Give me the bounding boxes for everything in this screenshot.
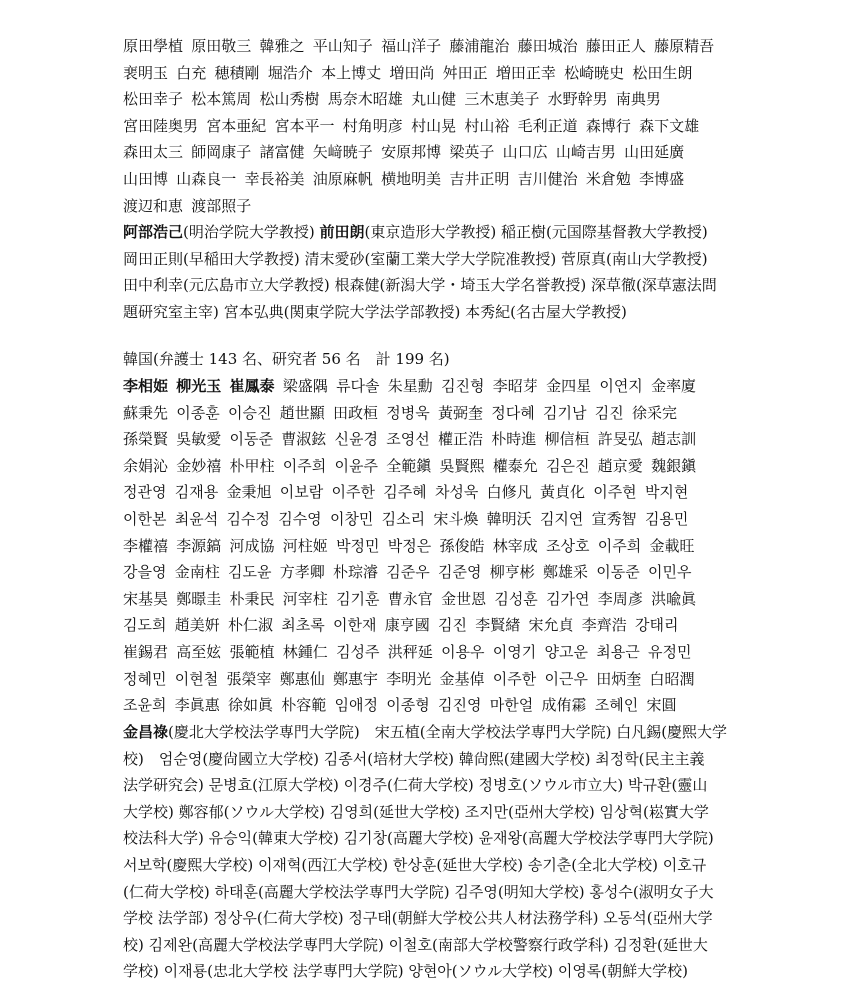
person-name: 藤田城治: [517, 37, 578, 55]
name-row: [123, 612, 763, 639]
researcher-line: 校法科大学) 유승익(韓東大学校) 김기창(高麗大学校) 윤재왕(高麗大学校法学専門大学院): [123, 829, 714, 848]
person-name: 黃貞化: [539, 483, 585, 502]
person-name: 諸富健: [259, 143, 305, 162]
researcher-line: 서보학(慶熙大学校) 이재혁(西江大学校) 한상훈(延世大学校) 송기춘(全北大学校) 이호규: [123, 855, 707, 874]
person-name: 조윤희: [123, 696, 167, 715]
name-row: [123, 139, 763, 166]
japanese-researchers: [123, 219, 763, 325]
person-name: 이민우: [648, 563, 692, 582]
person-name: 조혜인: [594, 696, 639, 715]
person-name: 김기남: [543, 403, 587, 422]
person-name: 宮田陸奥男: [123, 116, 199, 135]
person-name: 森田太三: [123, 143, 184, 162]
person-name: 權泰允: [492, 456, 538, 475]
person-name: 양고운: [544, 642, 589, 661]
person-name: 김가연: [546, 589, 590, 608]
person-name: 高至妶: [176, 642, 222, 661]
person-name: 田炳奎: [596, 669, 642, 688]
person-name: 김지연: [539, 509, 584, 528]
person-name: 福山洋子: [381, 37, 442, 55]
person-name: 水野幹男: [547, 90, 608, 109]
person-name: 김기훈: [336, 589, 380, 608]
researcher-line: (仁荷大学校) 하태훈(高麗大学校法学専門大学院) 김주영(明知大学校) 홍성수(淑明女子大: [123, 882, 714, 901]
person-name: 柳信桓: [544, 430, 590, 449]
person-name: 吳賢熙: [439, 456, 485, 475]
person-name: 강태리: [635, 616, 679, 635]
person-name: 박정민: [336, 536, 380, 555]
person-name: 松田幸子: [123, 90, 184, 109]
person-name: 増田正幸: [495, 63, 556, 82]
person-name: 이주한: [492, 669, 537, 688]
person-name: 權正浩: [438, 430, 484, 449]
person-name: 村山晃: [411, 116, 457, 135]
person-name: 김진형: [441, 377, 485, 395]
person-name: 宮本平一: [274, 116, 335, 135]
person-name: 趙京愛: [597, 456, 643, 475]
person-name: 李齊浩: [581, 616, 627, 635]
person-name: 박정은: [387, 536, 432, 555]
person-name: 南典男: [615, 90, 661, 109]
person-name: 金四星: [546, 377, 592, 395]
person-name: 鄭雄采: [543, 563, 589, 582]
korea-section-heading: 韓国(弁護士 143 名、研究者 56 名 計 199 名): [123, 350, 450, 368]
person-name: 韓明沃: [486, 509, 532, 528]
person-name: 林宰成: [492, 536, 538, 555]
person-name: 趙世顯: [279, 403, 325, 422]
korean-lawyer-names: [123, 373, 763, 719]
person-name: 김도윤: [228, 563, 272, 582]
person-name: 이승진: [228, 403, 272, 422]
person-name: 이주한: [331, 483, 375, 502]
person-name: 李眞惠: [174, 696, 220, 715]
person-name: 村角明彦: [342, 116, 403, 135]
name-row: [123, 86, 763, 113]
person-name: 裵明玉: [123, 63, 169, 82]
person-name: 金基倬: [439, 669, 485, 688]
person-name: 幸長裕美: [244, 169, 305, 188]
person-name: 李博盛: [639, 169, 685, 188]
person-name: 金世恩: [441, 589, 487, 608]
person-name: 本上博丈: [321, 63, 382, 82]
person-name: 曹淑鉉: [281, 430, 327, 449]
researcher-line: 岡田正則(早稲田大学教授) 清末愛砂(室蘭工業大学大学院准教授) 菅原真(南山大学教授): [123, 249, 708, 268]
person-name: 金南柱: [174, 563, 220, 582]
person-name: 李昭芽: [492, 377, 538, 395]
name-row: [123, 453, 763, 480]
person-name: 松崎暁史: [564, 63, 625, 82]
person-name: 宮本亜紀: [206, 116, 267, 135]
person-name: 최초록: [281, 616, 325, 635]
person-name: 이근우: [544, 669, 589, 688]
person-name: 朱星勳: [387, 377, 433, 395]
person-name: 梁盛隅: [282, 377, 328, 395]
person-name: 穂積剛: [214, 63, 260, 82]
person-name: 이한본: [123, 509, 167, 528]
person-name: 이종훈: [176, 403, 220, 422]
person-name: 趙美姸: [174, 616, 220, 635]
name-row: [123, 639, 763, 666]
person-name: 정관영: [123, 483, 167, 502]
person-name: 이한재: [333, 616, 377, 635]
person-name: 김수정: [226, 509, 270, 528]
person-name: 김성훈: [494, 589, 538, 608]
person-name: 김진: [438, 616, 467, 635]
person-name: 渡辺和恵: [123, 196, 184, 215]
person-name: 류다솔: [336, 377, 380, 395]
person-name: 마한얼: [489, 696, 534, 715]
person-name: 정병욱: [386, 403, 430, 422]
person-name: 유정민: [648, 642, 692, 661]
name-row: [123, 533, 763, 560]
person-name: 李相姫: [123, 377, 169, 395]
korean-researchers: [123, 719, 763, 985]
person-name: 梁英子: [449, 143, 495, 162]
person-name: 山口広: [502, 143, 548, 162]
person-name: 曹永官: [387, 589, 433, 608]
person-name: 朴仁淑: [228, 616, 274, 635]
person-name: 이보람: [279, 483, 324, 502]
person-name: 李明光: [386, 669, 432, 688]
person-name: 조영선: [386, 430, 430, 449]
person-name: 山田博: [123, 169, 169, 188]
person-name: 村山裕: [464, 116, 510, 135]
researcher-line: 校) 김제완(高麗大学校法学専門大学院) 이철호(南部大学校警察行政学科) 김정환(延世大: [123, 935, 708, 954]
name-row: [123, 113, 763, 140]
person-name: 강을영: [123, 563, 167, 582]
name-row: [123, 166, 763, 193]
person-name: 이창민: [329, 509, 374, 528]
person-name: 李權禧: [123, 536, 169, 555]
person-name: 김준영: [438, 563, 482, 582]
person-name: 李源鎬: [176, 536, 222, 555]
name-row: [123, 426, 763, 453]
researcher-line: 校) 엄순영(慶尙國立大学校) 김종서(培材大学校) 韓尙熙(建國大学校) 최정학(民主主義: [123, 749, 705, 768]
person-name: 全範鎭: [386, 456, 432, 475]
name-row: [123, 559, 763, 586]
person-name: 松田生朗: [632, 63, 693, 82]
person-name: 藤浦龍治: [449, 37, 510, 55]
person-name: 이종형: [386, 696, 430, 715]
person-name: 박지현: [644, 483, 689, 502]
person-name: 増田尚: [389, 63, 435, 82]
person-name: 朴琮濬: [333, 563, 379, 582]
name-row: [123, 193, 763, 220]
person-name: 藤原精吾: [654, 37, 715, 55]
person-name: 柳光玉: [176, 377, 222, 395]
person-name: 李周彥: [597, 589, 643, 608]
person-name: 洪喩眞: [651, 589, 697, 608]
person-name: 張榮宰: [226, 669, 272, 688]
person-name: 原田敬三: [191, 37, 252, 55]
person-name: 崔鳳泰: [229, 377, 275, 395]
person-name: 宋斗煥: [433, 509, 479, 528]
name-row: [123, 400, 763, 427]
person-name: 김성주: [336, 642, 380, 661]
person-name: 松本篤周: [191, 90, 252, 109]
person-name: 趙志訓: [651, 430, 697, 449]
person-name: 毛利正道: [517, 116, 578, 135]
person-name: 師岡康子: [191, 143, 252, 162]
person-name: 白昭潤: [649, 669, 695, 688]
person-name: 魏銀鎭: [651, 456, 697, 475]
person-name: 김은진: [546, 456, 590, 475]
name-row: [123, 692, 763, 719]
person-name: 安原邦博: [381, 143, 442, 162]
person-name: 정다혜: [491, 403, 535, 422]
person-name: 宣秀智: [591, 509, 637, 528]
person-name: 鄭惠宇: [333, 669, 379, 688]
person-name: 黃弼奎: [438, 403, 484, 422]
person-name: 朴時進: [491, 430, 537, 449]
person-name: 白修凡: [486, 483, 532, 502]
person-name: 宋允貞: [528, 616, 574, 635]
person-name: 堀浩介: [267, 63, 313, 82]
person-name: 徐如眞: [228, 696, 274, 715]
person-name: 이윤주: [334, 456, 379, 475]
person-name: 林鍾仁: [282, 642, 328, 661]
person-name: 米倉勉: [585, 169, 631, 188]
person-name: 河成協: [229, 536, 275, 555]
person-name: 김수영: [278, 509, 322, 528]
person-name: 김준우: [386, 563, 430, 582]
person-name: 丸山健: [411, 90, 457, 109]
person-name: 조상호: [546, 536, 590, 555]
person-name: 金率廈: [651, 377, 697, 395]
person-name: 金秉旭: [226, 483, 272, 502]
person-name: 이동준: [596, 563, 640, 582]
person-name: 이주희: [597, 536, 642, 555]
person-name: 韓雅之: [259, 37, 305, 55]
researcher-line: 学校 法学部) 정상우(仁荷大学校) 정구태(朝鮮大学校公共人材法務学科) 오동석(亞州大学: [123, 909, 713, 928]
korea-section-heading-block: [123, 346, 763, 373]
person-name: 鄭惠仙: [279, 669, 325, 688]
researcher-line: 阿部浩己(明治学院大学教授) 前田朗(東京造形大学教授) 稲正樹(元国際基督教大学教授): [123, 223, 708, 241]
person-name: 차성욱: [434, 483, 479, 502]
person-name: 김진: [594, 403, 624, 422]
person-name: 宋基昊: [123, 589, 169, 608]
person-name: 田政桓: [333, 403, 379, 422]
person-name: 宋圓: [646, 696, 677, 715]
person-name: 朴秉民: [229, 589, 275, 608]
person-name: 張範植: [229, 642, 275, 661]
name-row: [123, 479, 763, 506]
person-name: 徐采完: [631, 403, 677, 422]
name-row: [123, 506, 763, 533]
person-name: 矢﨑暁子: [312, 143, 373, 162]
person-name: 柳亨彬: [489, 563, 535, 582]
person-name: 김재용: [174, 483, 219, 502]
person-name: 山森良一: [176, 169, 237, 188]
researcher-line: 田中利幸(元広島市立大学教授) 根森健(新潟大学・埼玉大学名誉教授) 深草徹(深草憲法問: [123, 276, 717, 295]
person-name: 成侑霦: [541, 696, 587, 715]
person-name: 許旻弘: [597, 430, 643, 449]
person-name: 김도희: [123, 616, 167, 635]
person-name: 山崎吉男: [555, 143, 616, 162]
person-name: 이주현: [593, 483, 637, 502]
person-name: 김용민: [644, 509, 689, 528]
person-name: 崔錫君: [123, 642, 169, 661]
person-name: 三木恵美子: [464, 90, 540, 109]
person-name: 이주희: [282, 456, 327, 475]
person-name: 原田學植: [123, 37, 184, 55]
person-name: 이연지: [599, 377, 643, 395]
name-row: [123, 60, 763, 87]
person-name: 김소리: [381, 509, 426, 528]
researcher-line: 法学研究会) 문병효(江原大学校) 이경주(仁荷大学校) 정병호(ソウル市立大) 박규환(靈山: [123, 776, 708, 795]
person-name: 河柱姬: [282, 536, 328, 555]
person-name: 朴容範: [281, 696, 327, 715]
person-name: 吳敏愛: [176, 430, 222, 449]
name-row: [123, 586, 763, 613]
person-name: 金妙禧: [176, 456, 222, 475]
researcher-line: 学校) 이재룡(忠北大学校 法学専門大学院) 양현아(ソウル大学校) 이영록(朝鮮大学校): [123, 962, 689, 981]
person-name: 김주혜: [383, 483, 427, 502]
person-name: 이용우: [441, 642, 485, 661]
person-name: 森博行: [585, 116, 631, 135]
person-name: 정혜민: [123, 669, 167, 688]
japanese-lawyer-names: [123, 33, 763, 219]
person-name: 舛田正: [442, 63, 488, 82]
person-name: 白充: [176, 63, 207, 82]
person-name: 吉川健治: [517, 169, 578, 188]
person-name: 鄭暻圭: [176, 589, 222, 608]
researcher-line: 金昌祿(慶北大学校法学専門大学院) 宋五植(全南大学校法学専門大学院) 白凡錫(慶熙大学: [123, 723, 728, 741]
person-name: 이동준: [229, 430, 274, 449]
person-name: 이현철: [174, 669, 219, 688]
person-name: 이영기: [492, 642, 537, 661]
person-name: 吉井正明: [449, 169, 510, 188]
person-name: 김진영: [438, 696, 482, 715]
person-name: 李賢緖: [475, 616, 521, 635]
person-name: 최윤석: [174, 509, 219, 528]
person-name: 渡部照子: [191, 196, 252, 215]
person-name: 孫榮賢: [123, 430, 169, 449]
person-name: 최용근: [596, 642, 640, 661]
name-row: [123, 373, 763, 400]
person-name: 横地明美: [381, 169, 442, 188]
person-name: 洪秤延: [387, 642, 433, 661]
person-name: 油原麻帆: [312, 169, 373, 188]
person-name: 方孝卿: [279, 563, 325, 582]
person-name: 余娟沁: [123, 456, 169, 475]
person-name: 河宰柱: [282, 589, 328, 608]
person-name: 蘇秉先: [123, 403, 169, 422]
researcher-line: 大学校) 鄭容郁(ソウル大学校) 김영희(延世大学校) 조지만(亞州大学校) 임상혁(崧實大学: [123, 802, 709, 821]
person-name: 康亨國: [384, 616, 430, 635]
person-name: 森下文雄: [639, 116, 700, 135]
person-name: 松山秀樹: [259, 90, 320, 109]
person-name: 신윤경: [334, 430, 379, 449]
person-name: 朴甲柱: [229, 456, 275, 475]
person-name: 藤田正人: [585, 37, 646, 55]
researcher-line: 題研究室主宰) 宮本弘典(関東学院大学法学部教授) 本秀紀(名古屋大学教授): [123, 302, 627, 321]
name-row: [123, 666, 763, 693]
person-name: 임애정: [334, 696, 379, 715]
person-name: 山田延廣: [624, 143, 685, 162]
person-name: 孫俊皓: [439, 536, 485, 555]
person-name: 金載旺: [649, 536, 695, 555]
person-name: 馬奈木昭雄: [327, 90, 403, 109]
name-row: [123, 33, 763, 60]
person-name: 平山知子: [312, 37, 373, 55]
